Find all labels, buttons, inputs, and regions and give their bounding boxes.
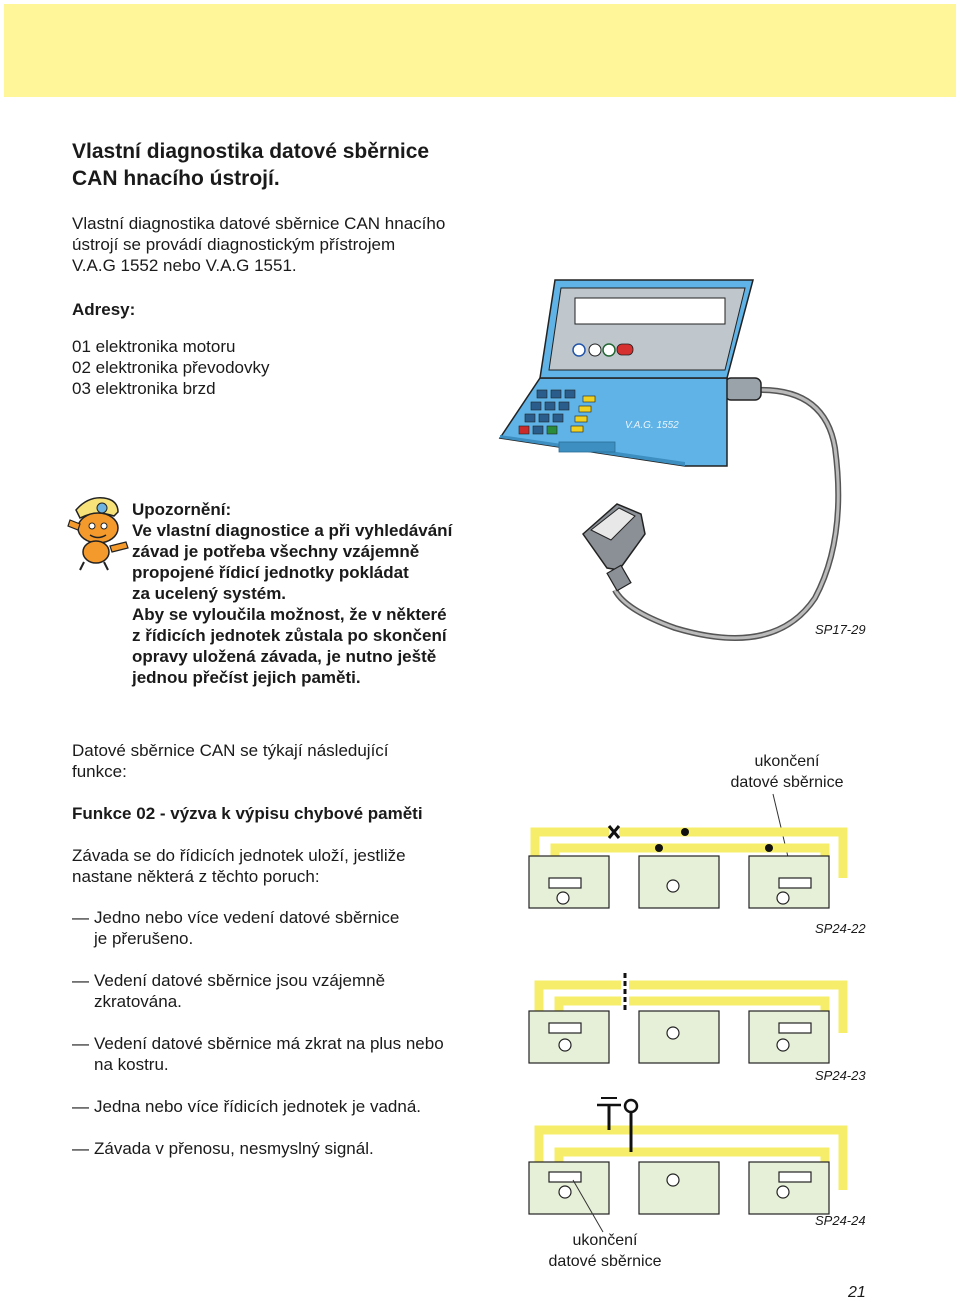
notice-line: závad je potřeba všechny vzájemně	[132, 542, 420, 561]
termination-label-line: ukončení	[572, 1232, 638, 1249]
diagram-caption-3: SP24-24	[815, 1213, 866, 1228]
notice-line: propojené řídicí jednotky pokládat	[132, 563, 409, 582]
fault-intro-line: nastane některá z těchto poruch:	[72, 867, 320, 886]
title-line-2: CAN hnacího ústrojí.	[72, 167, 280, 190]
fault-item	[72, 1138, 374, 1159]
can-intro-line: funkce:	[72, 762, 127, 781]
termination-label-line: ukončení	[754, 753, 820, 770]
page-number: 21	[848, 1284, 866, 1301]
device-caption: SP17-29	[815, 622, 866, 637]
addresses-list	[72, 336, 270, 399]
termination-label-top	[727, 751, 847, 793]
intro-paragraph	[72, 213, 445, 276]
can-diagram-ground-short	[525, 1092, 865, 1232]
dash-icon: —	[72, 1034, 89, 1053]
termination-label-line: datové sběrnice	[730, 774, 844, 791]
address-item: 03 elektronika brzd	[72, 379, 216, 398]
dash-icon: —	[72, 1139, 89, 1158]
diagram-caption-1: SP24-22	[815, 921, 866, 936]
fault-intro	[72, 845, 406, 887]
device-label: V.A.G. 1552	[625, 420, 679, 431]
fault-item	[72, 1033, 444, 1075]
notice-line: opravy uložená závada, je nutno ještě	[132, 647, 437, 666]
fault-line: Jedno nebo více vedení datové sběrnice	[94, 908, 400, 927]
fault-line: Závada v přenosu, nesmyslný signál.	[94, 1139, 374, 1158]
title-line-1: Vlastní diagnostika datové sběrnice	[72, 140, 430, 163]
fault-item	[72, 1096, 421, 1117]
dash-icon: —	[72, 908, 89, 927]
termination-label-line: datové sběrnice	[548, 1253, 662, 1270]
addresses-heading: Adresy:	[72, 300, 136, 319]
intro-line: V.A.G 1552 nebo V.A.G 1551.	[72, 256, 297, 275]
intro-line: ústrojí se provádí diagnostickým přístrojem	[72, 235, 396, 254]
address-item: 01 elektronika motoru	[72, 337, 236, 356]
diagram-caption-2: SP24-23	[815, 1068, 866, 1083]
mascot-illustration	[66, 490, 136, 570]
notice-box	[132, 499, 452, 688]
fault-intro-line: Závada se do řídicích jednotek uloží, jestliže	[72, 846, 406, 865]
fault-item	[72, 970, 385, 1012]
fault-line: na kostru.	[94, 1055, 169, 1074]
notice-line: Aby se vyloučila možnost, že v některé	[132, 605, 447, 624]
fault-line: zkratována.	[94, 992, 182, 1011]
fault-line: Jedna nebo více řídicích jednotek je vadná.	[94, 1097, 421, 1116]
termination-label-bottom	[545, 1230, 665, 1272]
can-intro	[72, 740, 389, 782]
dash-icon: —	[72, 971, 89, 990]
notice-line: jednou přečíst jejich paměti.	[132, 668, 361, 687]
notice-heading: Upozornění:	[132, 500, 232, 519]
fault-item	[72, 907, 399, 949]
notice-line: Ve vlastní diagnostice a při vyhledávání	[132, 521, 453, 540]
address-item: 02 elektronika převodovky	[72, 358, 270, 377]
header-banner	[4, 4, 956, 97]
function-heading: Funkce 02 - výzva k výpisu chybové paměti	[72, 804, 423, 823]
notice-line: za ucelený systém.	[132, 584, 287, 603]
can-diagram-short	[525, 965, 865, 1075]
fault-line: je přerušeno.	[94, 929, 194, 948]
intro-line: Vlastní diagnostika datové sběrnice CAN hnacího	[72, 214, 446, 233]
fault-line: Vedení datové sběrnice jsou vzájemně	[94, 971, 386, 990]
notice-line: z řídicích jednotek zůstala po skončení	[132, 626, 447, 645]
page-title	[72, 138, 492, 192]
dash-icon: —	[72, 1097, 89, 1116]
fault-line: Vedení datové sběrnice má zkrat na plus nebo	[94, 1034, 444, 1053]
can-intro-line: Datové sběrnice CAN se týkají následující	[72, 741, 389, 760]
can-diagram-break	[525, 790, 865, 920]
